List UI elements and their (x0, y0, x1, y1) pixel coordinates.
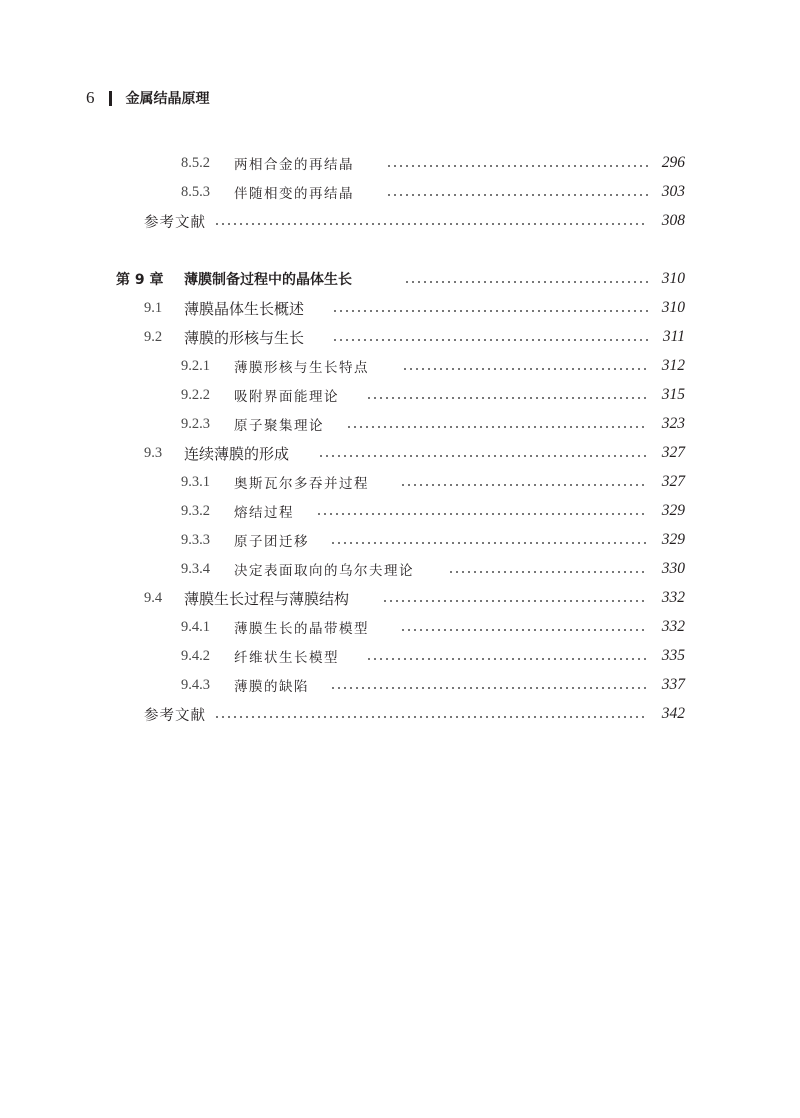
toc-entry[interactable] (0, 471, 800, 493)
toc-chapter-number: 第 9 章 (116, 272, 164, 288)
toc-entry-number: 8.5.2 (181, 154, 210, 171)
toc-entry-title: 薄膜的形核与生长 (184, 328, 305, 347)
toc-entry[interactable] (0, 616, 800, 638)
dot-leader (402, 368, 648, 370)
running-header (86, 87, 210, 109)
toc-entry-number: 9.3.2 (181, 502, 210, 519)
toc-entry-title: 吸附界面能理论 (234, 389, 339, 405)
toc-entry-number: 9.2.3 (181, 415, 210, 432)
dot-leader (366, 658, 648, 660)
toc-chapter-entry[interactable] (0, 268, 800, 290)
toc-entry[interactable] (0, 674, 800, 696)
toc-entry-page: 329 (661, 502, 685, 519)
toc-entry-title: 熔结过程 (234, 505, 294, 521)
toc-chapter-title: 薄膜制备过程中的晶体生长 (184, 272, 352, 288)
dot-leader (386, 165, 648, 167)
toc-entry-number: 9.3.3 (181, 531, 210, 548)
toc-entry-number: 9.3 (144, 444, 163, 461)
toc-entry[interactable] (0, 181, 800, 203)
toc-entry-title: 参考文献 (144, 214, 206, 231)
toc-entry-title: 原子团迁移 (234, 534, 309, 550)
toc-entry-number: 9.4.3 (181, 676, 210, 693)
toc-entry-page: 296 (661, 154, 685, 171)
toc-entry-page: 342 (661, 705, 685, 722)
toc-entry-page: 310 (661, 299, 685, 316)
dot-leader (332, 310, 648, 312)
toc-entry-title: 薄膜形核与生长特点 (234, 360, 369, 376)
dot-leader (366, 397, 648, 399)
toc-entry[interactable] (0, 500, 800, 522)
toc-entry[interactable] (0, 326, 800, 348)
toc-entry-page: 332 (661, 618, 685, 635)
dot-leader (382, 600, 648, 602)
toc-entry-page: 332 (661, 589, 685, 606)
toc-entry-page: 330 (661, 560, 685, 577)
header-divider-bar (109, 91, 112, 106)
toc-entry-title: 纤维状生长模型 (234, 650, 339, 666)
dot-leader (330, 542, 648, 544)
toc-entry-page: 303 (661, 183, 685, 200)
toc-entry[interactable] (0, 442, 800, 464)
dot-leader (386, 194, 648, 196)
toc-entry-page: 311 (662, 328, 685, 345)
toc-entry-number: 9.4 (144, 589, 163, 606)
toc-entry-title: 薄膜生长的晶带模型 (234, 621, 369, 637)
toc-entry[interactable] (0, 210, 800, 232)
toc-entry-number: 9.3.4 (181, 560, 210, 577)
toc-entry[interactable] (0, 645, 800, 667)
toc-entry[interactable] (0, 703, 800, 725)
toc-entry-title: 两相合金的再结晶 (234, 157, 354, 173)
dot-leader (400, 484, 648, 486)
toc-entry-page: 312 (661, 357, 685, 374)
toc-entry[interactable] (0, 355, 800, 377)
dot-leader (330, 687, 648, 689)
toc-entry-page: 335 (661, 647, 685, 664)
toc-entry-title: 奥斯瓦尔多吞并过程 (234, 476, 369, 492)
toc-entry-title: 参考文献 (144, 707, 206, 724)
toc-entry-page: 310 (661, 270, 685, 287)
book-title: 金属结晶原理 (125, 91, 210, 107)
toc-entry[interactable] (0, 558, 800, 580)
toc-entry[interactable] (0, 384, 800, 406)
toc-entry-number: 9.4.1 (181, 618, 210, 635)
toc-entry[interactable] (0, 529, 800, 551)
toc-entry-page: 308 (661, 212, 685, 229)
toc-entry-number: 9.2 (144, 328, 163, 345)
toc-entry-number: 9.3.1 (181, 473, 210, 490)
toc-entry[interactable] (0, 297, 800, 319)
toc-entry-number: 9.1 (144, 299, 163, 316)
toc-entry-page: 327 (661, 444, 685, 461)
toc-entry-page: 329 (661, 531, 685, 548)
dot-leader (214, 716, 648, 718)
dot-leader (318, 455, 648, 457)
toc-entry-title: 原子聚集理论 (234, 418, 324, 434)
toc-entry-number: 9.4.2 (181, 647, 210, 664)
toc-entry-page: 327 (661, 473, 685, 490)
dot-leader (332, 339, 648, 341)
toc-entry-title: 伴随相变的再结晶 (234, 186, 354, 202)
dot-leader (400, 629, 648, 631)
toc-entry-number: 9.2.1 (181, 357, 210, 374)
toc-entry-title: 薄膜生长过程与薄膜结构 (184, 589, 350, 608)
toc-entry-page: 315 (661, 386, 685, 403)
toc-entry-number: 8.5.3 (181, 183, 210, 200)
dot-leader (448, 571, 648, 573)
dot-leader (346, 426, 648, 428)
toc-entry-page: 337 (661, 676, 685, 693)
toc-entry-title: 连续薄膜的形成 (184, 444, 290, 463)
toc-entry-title: 薄膜晶体生长概述 (184, 299, 305, 318)
dot-leader (404, 281, 648, 283)
toc-entry-title: 决定表面取向的乌尔夫理论 (234, 563, 414, 579)
dot-leader (316, 513, 648, 515)
toc-entry[interactable] (0, 152, 800, 174)
toc-entry-number: 9.2.2 (181, 386, 210, 403)
toc-entry-title: 薄膜的缺陷 (234, 679, 309, 695)
page-number: 6 (86, 88, 95, 107)
dot-leader (214, 223, 648, 225)
toc-entry[interactable] (0, 413, 800, 435)
toc-entry-page: 323 (661, 415, 685, 432)
toc-entry[interactable] (0, 587, 800, 609)
